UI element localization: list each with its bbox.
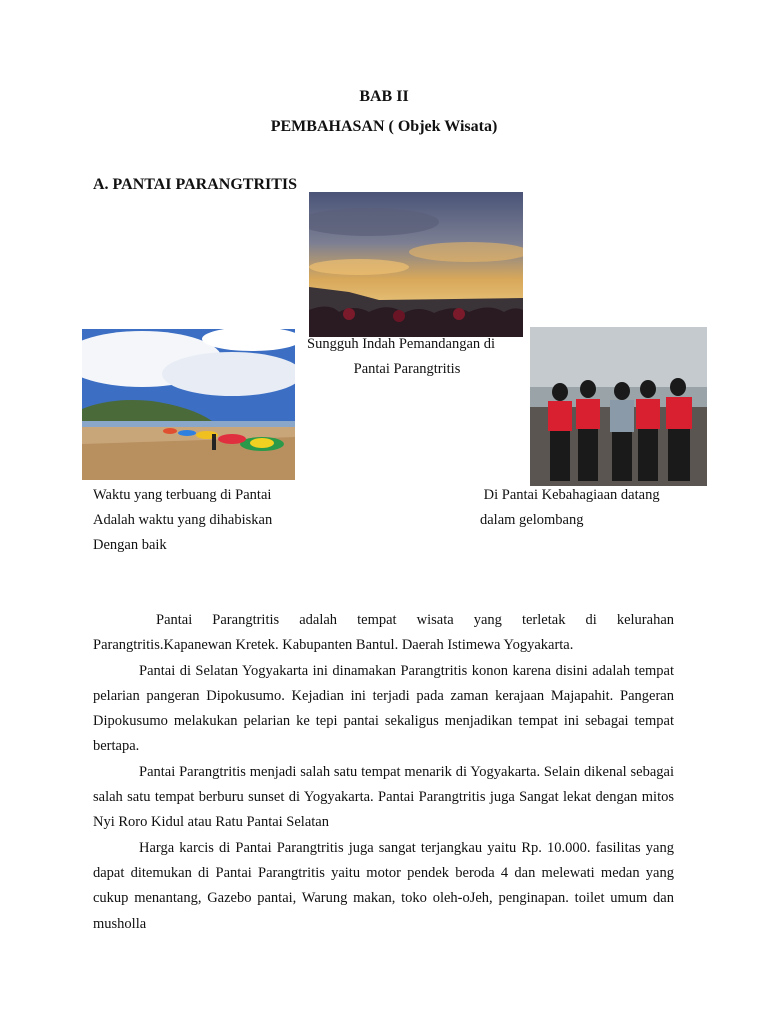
center-caption-line: Pantai Parangtritis — [353, 361, 461, 377]
group-photo — [530, 327, 707, 486]
right-caption-line: Di Pantai Kebahagiaan datang — [480, 487, 660, 503]
beach-umbrellas-photo — [82, 329, 295, 480]
center-photo-caption — [307, 332, 507, 382]
section-heading: A. PANTAI PARANGTRITIS — [93, 176, 298, 193]
left-photo-caption — [93, 483, 272, 558]
right-caption-line: dalam gelombang — [480, 512, 584, 528]
left-caption-line: Dengan baik — [93, 537, 167, 553]
body-text — [93, 608, 674, 937]
chapter-subtitle: PEMBAHASAN ( Objek Wisata) — [270, 118, 498, 135]
paragraph: Pantai Parangtritis menjadi salah satu tempat menarik di Yogyakarta. Selain dikenal sebagai salah satu tempat berburu sunset di Yogyakarta. Pantai Parangtritis juga Sangat lekat dengan mitos Nyi Roro Kidul atau Ratu Pantai Selatan — [93, 763, 674, 831]
chapter-title: BAB II — [359, 88, 409, 105]
right-photo-caption — [480, 483, 660, 533]
paragraph: Pantai Parangtritis adalah tempat wisata yang terletak di kelurahan Parangtritis.Kapanewan Kretek. Kabupanten Bantul. Daerah Istimewa Yogyakarta. — [93, 612, 674, 654]
paragraph: Harga karcis di Pantai Parangtritis juga sangat terjangkau yaitu Rp. 10.000. fasilitas yang dapat ditemukan di Pantai Parangtritis yaitu motor pendek beroda 4 dan melewati medan yang cukup menantang, Gazebo pantai, Warung makan, toko oleh-oJeh, penginapan. toilet umum dan musholla — [93, 839, 674, 932]
left-caption-line: Adalah waktu yang dihabiskan — [93, 512, 273, 528]
center-caption-line: Sungguh Indah Pemandangan di — [307, 336, 496, 352]
left-caption-line: Waktu yang terbuang di Pantai — [93, 487, 272, 503]
sunset-photo — [309, 192, 523, 337]
paragraph: Pantai di Selatan Yogyakarta ini dinamakan Parangtritis konon karena disini adalah tempat pelarian pangeran Dipokusumo. Kejadian ini terjadi pada zaman kerajaan Majapahit. Pangeran Dipokusumo melakukan pelarian ke tepi pantai sekaligus menjadikan tempat ini sebagai tempat bertapa. — [93, 662, 674, 755]
